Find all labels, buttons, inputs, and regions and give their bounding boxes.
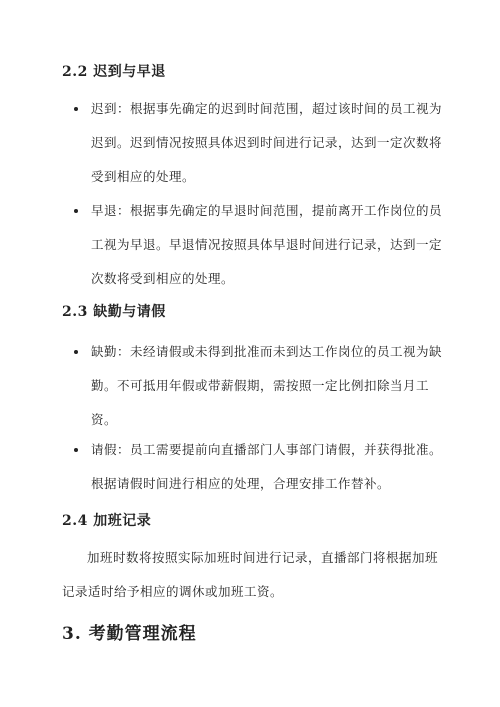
section-heading-2-3: 2.3 缺勤与请假 (62, 304, 166, 320)
bullet-icon (74, 107, 78, 111)
list-item-text: 请假：员工需要提前向直播部门人事部门请假，并获得批准。根据请假时间进行相应的处理，合理安排工作替补。 (91, 442, 443, 491)
list-item-text: 缺勤：未经请假或未得到批准而未到达工作岗位的员工视为缺勤。不可抵用年假或带薪假期，需按照一定比例扣除当月工资。 (91, 344, 443, 427)
bullet-icon (74, 448, 78, 452)
list-item-text: 迟到：根据事先确定的迟到时间范围，超过该时间的员工视为迟到。迟到情况按照具体迟到时间进行记录，达到一定次数将受到相应的处理。 (91, 101, 443, 184)
bullet-icon (74, 350, 78, 354)
overtime-paragraph: 加班时数将按照实际加班时间进行记录，直播部门将根据加班记录适时给予相应的调休或加班工资。 (62, 550, 439, 599)
section-heading-2-2: 2.2 迟到与早退 (62, 64, 166, 80)
section-heading-3: 3. 考勤管理流程 (62, 624, 197, 644)
bullet-icon (74, 209, 78, 213)
section-heading-2-4: 2.4 加班记录 (62, 513, 152, 529)
list-item-text: 早退：根据事先确定的早退时间范围，提前离开工作岗位的员工视为早退。早退情况按照具体早退时间进行记录，达到一定次数将受到相应的处理。 (91, 203, 443, 286)
